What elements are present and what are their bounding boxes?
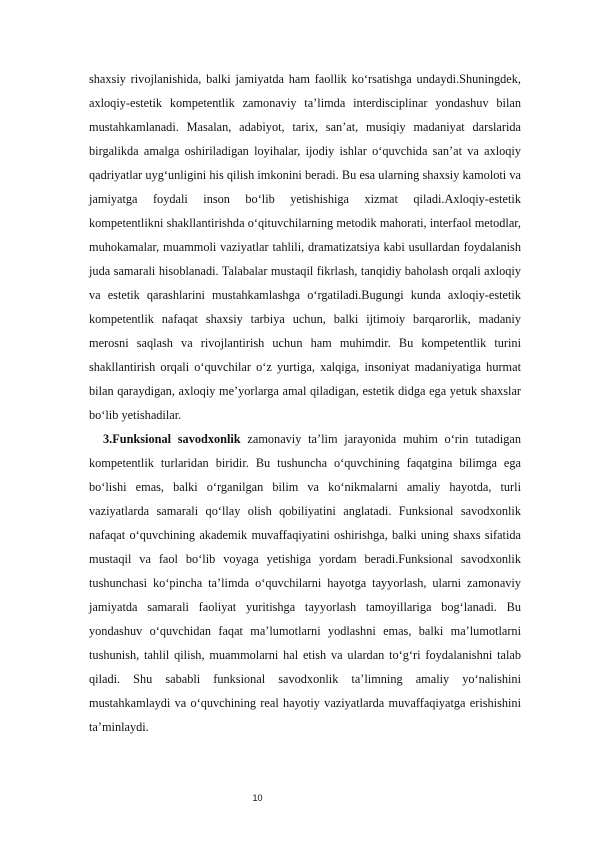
body-paragraph-2 xyxy=(89,427,521,739)
page-number xyxy=(0,793,595,803)
section-heading: 3.Funksional savodxonlik xyxy=(103,432,241,446)
body-paragraph-2-text: zamonaviy ta’lim jarayonida muhim o‘rin tutadigan kompetentlik turlaridan biridir. Bu tushuncha o‘quvchining faqatgina bilimga ega bo‘lishi emas, balki o‘rganilgan bilim va ko‘nikmalarni amaliy hayotda, turli vaziyatlarda samarali qo‘llay olish qobiliyatini anglatadi. Funksional savodxonlik nafaqat o‘quvchining akademik muvaffaqiyatini oshirishga, balki uning shaxs sifatida mustaqil va faol bo‘lib voyaga yetishiga yordam beradi.Funksional savodxonlik tushunchasi ko‘pincha ta’limda o‘quvchilarni hayotga tayyorlash, ularni zamonaviy jamiyatda samarali faoliyat yuritishga tayyorlash tamoyillariga bog‘lanadi. Bu yondashuv o‘quvchidan faqat ma’lumotlarni yodlashni emas, balki ma’lumotlarni tushunish, tahlil qilish, muammolarni hal etish va ulardan to‘g‘ri foydalanishni talab qiladi. Shu sababli funksional savodxonlik ta’limning amaliy yo‘nalishini mustahkamlaydi va o‘quvchining real hayotiy vaziyatlarda muvaffaqiyatga erishishini ta’minlaydi. xyxy=(89,432,521,734)
body-paragraph-1: shaxsiy rivojlanishida, balki jamiyatda ham faollik ko‘rsatishga undaydi.Shuningdek, axloqiy-estetik kompetentlik zamonaviy ta’limda interdisciplinar yondashuv bilan mustahkamlanadi. Masalan, adabiyot, tarix, san’at, musiqiy madaniyat darslarida birgalikda amalga oshiriladigan loyihalar, ijodiy ishlar o‘quvchida san’at va axloqiy qadriyatlar uyg‘unligini his qilish imkonini beradi. Bu esa ularning shaxsiy kamoloti va jamiyatga foydali inson bo‘lib yetishishiga xizmat qiladi.Axloqiy-estetik kompetentlikni shakllantirishda o‘qituvchilarning metodik mahorati, interfaol metodlar, muhokamalar, muammoli vaziyatlar tahlili, dramatizatsiya kabi usullardan foydalanish juda samarali hisoblanadi. Talabalar mustaqil fikrlash, tanqidiy baholash orqali axloqiy va estetik qarashlarini mustahkamlashga o‘rgatiladi.Bugungi kunda axloqiy-estetik kompetentlik nafaqat shaxsiy tarbiya uchun, balki ijtimoiy barqarorlik, madaniy merosni saqlash va rivojlantirish uchun ham muhimdir. Bu kompetentlik turini shakllantirish orqali o‘quvchilar o‘z yurtiga, xalqiga, insoniyat madaniyatiga hurmat bilan qaraydigan, axloqiy me’yorlarga amal qiladigan, estetik didga ega yetuk shaxslar bo‘lib yetishadilar. xyxy=(89,72,521,422)
page-number-text: 10 xyxy=(252,793,263,803)
document-page xyxy=(89,67,521,739)
